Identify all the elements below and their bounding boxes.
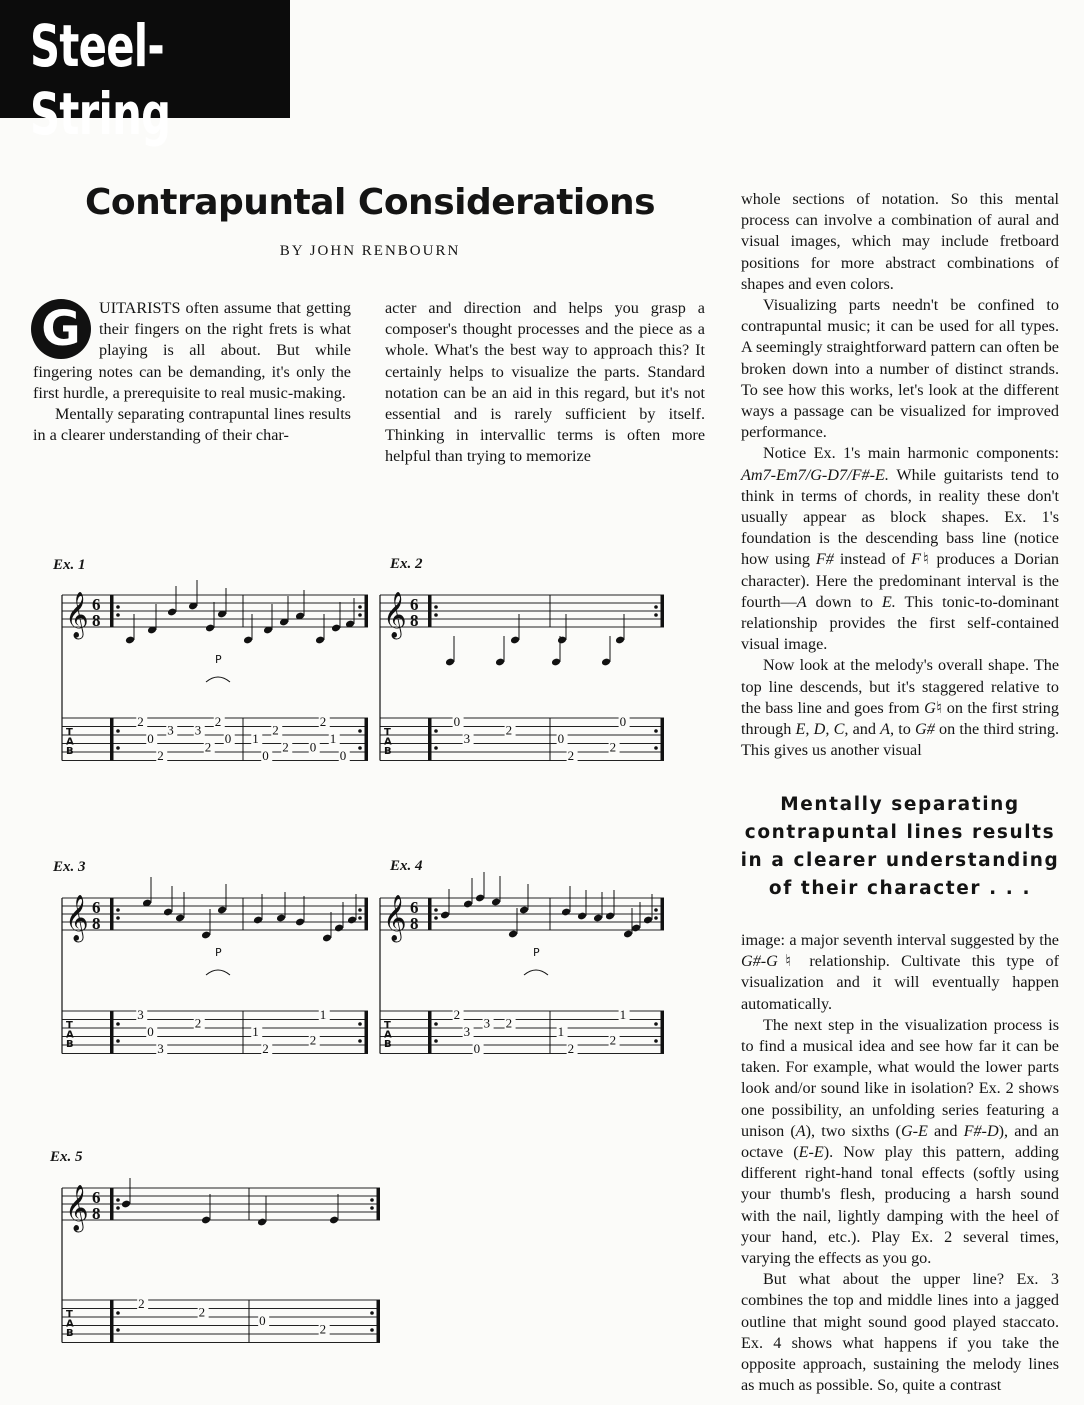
repeat-dot [116,605,120,609]
tab-letter: A [66,1029,74,1041]
time-signature-top: 6 [92,898,101,917]
time-signature-top: 6 [92,1188,101,1207]
repeat-dot [116,1198,120,1202]
tab-letter: B [66,1039,74,1050]
tab-fret-number: 0 [262,748,269,763]
repeat-dot [370,1328,374,1332]
repeat-end-barline [365,1011,369,1054]
repeat-end-barline [365,718,369,761]
repeat-dot [116,746,120,750]
tab-letter: T [384,1020,391,1031]
tab-fret-number: 2 [319,1321,327,1337]
repeat-dot [434,1022,438,1026]
repeat-dot [434,908,438,912]
drop-cap: G [31,299,91,359]
tab-fret-number: 0 [259,1313,266,1328]
tab-fret-number: 2 [262,1041,269,1056]
tab-fret-number: 2 [567,1041,575,1056]
tab-fret-number: 2 [609,1032,617,1048]
tab-fret-number: 2 [609,739,617,755]
tab-fret-number: 2 [214,714,222,729]
repeat-dot [654,1022,658,1026]
tab-fret-number: 2 [319,714,327,729]
repeat-dot [116,1039,120,1043]
repeat-end-barline [661,898,665,930]
tab-letter: B [384,1039,392,1050]
article-title: Contrapuntal Considerations [84,182,656,223]
example-4-label: Ex. 4 [390,858,423,874]
repeat-dot [116,1022,120,1026]
tab-letter: A [384,736,392,748]
repeat-start-barline [110,898,114,930]
tab-fret-number: 2 [282,739,289,755]
repeat-dot [116,1206,120,1210]
repeat-end-barline [377,1300,381,1343]
tab-fret-number: 3 [137,1007,144,1022]
tab-letter: A [66,1318,74,1330]
byline: BY JOHN RENBOURN [279,243,461,259]
tab-fret-number: 0 [619,714,627,729]
repeat-end-barline [661,1011,665,1054]
repeat-dot [358,746,362,750]
column-2: acter and direction and helps you grasp a composer's thought processes and the piece as a whole. What's the best way to approach this? It certainly helps to visualize the parts. Standard notation can be an aid in this regard, but it's not essential and is rarely sufficient by itself. Thinking in intervallic terms is often more helpful than trying to memorize [385,299,705,466]
column-1: G UITARISTS often assume that getting their fingers on the right frets is what playing is all about. But while fingering notes can be demanding, it's only the first hurdle, a prerequisite to real music-making. Mentally separating contrapuntal lines results in a clearer understanding of their char- [33,299,351,445]
repeat-dot [434,729,438,733]
repeat-start-barline [110,1300,114,1343]
tab-fret-number: 2 [204,739,212,755]
tab-fret-number: 0 [147,731,154,746]
tab-letter: T [66,1309,73,1320]
treble-clef-icon: 𝄞 [65,895,89,940]
repeat-start-barline [428,898,432,930]
tab-fret-number: 0 [309,739,317,755]
repeat-end-barline [661,595,665,627]
repeat-dot [358,1022,362,1026]
repeat-dot [116,729,120,733]
tab-fret-number: 2 [505,1015,513,1031]
repeat-dot [116,1311,120,1315]
repeat-start-barline [428,718,432,761]
example-1-label: Ex. 1 [53,557,86,573]
tab-fret-number: 2 [453,1007,461,1022]
tab-letter: A [66,736,74,748]
tab-fret-number: 1 [252,1024,259,1039]
slur [524,970,548,975]
time-signature-bottom: 8 [92,914,101,933]
repeat-dot [654,916,658,920]
example-2-label: Ex. 2 [390,556,423,572]
paragraph-melody: Now look at the melody's overall shape. The top line descends, but it's staggered relative to the bass line and goes from G♮ on the first string through E, D, C, and A, to G# on the third string. This gives us another visual [741,656,1060,760]
tab-fret-number: 1 [329,731,337,746]
tab-fret-number: 2 [157,748,164,763]
treble-clef-icon: 𝄞 [65,1185,89,1230]
tab-fret-number: 3 [463,1024,471,1039]
slur [206,970,230,975]
repeat-dot [358,916,362,920]
repeat-dot [654,746,658,750]
repeat-dot [654,613,658,617]
tab-fret-number: 2 [309,1032,317,1048]
pull-off-label: P [215,946,222,959]
time-signature-bottom: 8 [410,611,419,630]
tab-fret-number: 1 [619,1007,627,1022]
time-signature-bottom: 8 [92,1204,101,1223]
tab-fret-number: 3 [194,722,202,738]
tab-fret-number: 2 [194,1015,202,1031]
repeat-dot [370,1198,374,1202]
repeat-end-barline [377,1188,381,1220]
tab-letter: T [66,727,73,738]
repeat-dot [434,605,438,609]
repeat-dot [116,1328,120,1332]
repeat-end-barline [365,898,369,930]
tab-fret-number: 3 [157,1041,164,1056]
repeat-dot [654,908,658,912]
column-3-bottom: image: a major seventh interval suggested by the G#-G♮ relationship. Cultivate this type of visualization and it will eventually happen automatically. The next step in the visualization process is to find a musical idea and see how far it can be taken. For example, what would the lower parts look and/or sound like in isolation? Ex. 2 shows one possibility, an unfolding series featuring a unison (A), two sixths (G-E and F#-D), and an octave (E-E). Now play this pattern, adding different right-hand tonal effects (softly using your thumb's flesh, producing a harsh sound with the nail, lightly damping with the heel of your hand, etc.). Play Ex. 2 several times, varying the effects as you go. But what about the upper line? Ex. 3 combines the top and middle lines into a jagged outline that might sound good played staccato. Ex. 4 shows what happens if you take the opposite approach, sustaining the melody lines as much as possible. So, quite a contrast [741,931,1060,1395]
pull-off-label: P [215,653,222,666]
treble-clef-icon: 𝄞 [65,592,89,637]
repeat-start-barline [428,595,432,627]
tab-fret-number: 2 [567,748,575,763]
repeat-dot [654,605,658,609]
repeat-start-barline [110,1011,114,1054]
paragraph-harmonic: Notice Ex. 1's main harmonic components: Am7-Em7/G-D7/F#-E. While guitarists tend to think in terms of chords, in reality these don't usually appear as block shapes. Ex. 1's foundation is the descending bass line (notice how using F# instead of F♮ produces a Dorian character). Here the predominant interval is the fourth—A down to E. This tonic-to-dominant relationship provides the first self-contained visual image. [741,444,1060,654]
repeat-dot [434,746,438,750]
repeat-dot [370,1311,374,1315]
tab-letter: T [384,727,391,738]
tab-fret-number: 1 [319,1007,327,1022]
time-signature-bottom: 8 [92,611,101,630]
tab-fret-number: 2 [138,1296,145,1311]
tab-fret-number: 2 [198,1304,206,1320]
tab-fret-number: 0 [473,1041,481,1056]
repeat-dot [434,1039,438,1043]
repeat-dot [358,729,362,733]
tab-fret-number: 1 [252,731,259,746]
tab-letter: B [66,746,74,757]
tab-fret-number: 0 [224,731,232,746]
pull-off-label: P [533,946,540,959]
tab-fret-number: 1 [557,1024,565,1039]
tab-fret-number: 2 [505,722,513,738]
repeat-dot [434,916,438,920]
repeat-start-barline [428,1011,432,1054]
slur [206,677,230,682]
tab-fret-number: 2 [272,722,279,738]
section-tag: Steel-String [0,0,290,118]
treble-clef-icon: 𝄞 [383,592,407,637]
tab-fret-number: 0 [557,731,565,746]
repeat-dot [358,605,362,609]
tab-fret-number: 3 [463,731,471,746]
repeat-dot [654,1039,658,1043]
treble-clef-icon: 𝄞 [383,895,407,940]
time-signature-bottom: 8 [410,914,419,933]
time-signature-top: 6 [92,595,101,614]
example-5-label: Ex. 5 [50,1149,83,1165]
time-signature-top: 6 [410,898,419,917]
repeat-dot [116,613,120,617]
pull-quote: Mentally separating contrapuntal lines results in a clearer understanding of their character . . . [740,794,1060,899]
tab-fret-number: 3 [483,1015,491,1031]
time-signature-top: 6 [410,595,419,614]
repeat-dot [654,729,658,733]
repeat-end-barline [365,595,369,627]
repeat-dot [358,1039,362,1043]
repeat-end-barline [661,718,665,761]
repeat-start-barline [110,718,114,761]
tab-fret-number: 0 [453,714,461,729]
repeat-dot [370,1206,374,1210]
repeat-dot [358,613,362,617]
repeat-start-barline [110,595,114,627]
column-3-top: whole sections of notation. So this mental process can involve a combination of aural and visual images, which may include fretboard positions for more abstract combinations of shapes and even colors. Visualizing parts needn't be confined to contrapuntal music; it can be used for all types. A seemingly straightforward pattern can often be broken down into a number of distinct strands. To see how this works, let's look at the different ways a passage can be visualized for improved performance. Notice Ex. 1's main harmonic components: Am7-Em7/G-D7/F#-E. While guitarists tend to think in terms of chords, in reality these don't usually appear as block shapes. Ex. 1's foundation is the descending bass line (notice how using F# instead of F♮ produces a Dorian character). Here the predominant interval is the fourth—A down to E. This tonic-to-dominant relationship provides the first self-contained visual image. Now look at the melody's overall shape. The top line descends, but it's staggered relative to the bass line and goes from G♮ on the first string through E, D, C, and A, to G# on the third string. This gives us another visual [741,189,1059,761]
tab-letter: A [384,1029,392,1041]
repeat-dot [358,908,362,912]
tab-letter: B [66,1328,74,1339]
tab-letter: T [66,1020,73,1031]
repeat-dot [116,916,120,920]
tab-letter: B [384,746,392,757]
tab-fret-number: 0 [339,748,347,763]
repeat-dot [116,908,120,912]
repeat-start-barline [110,1188,114,1220]
tab-fret-number: 2 [137,714,144,729]
tab-fret-number: 3 [167,722,174,738]
example-3-label: Ex. 3 [53,859,86,875]
tab-fret-number: 0 [147,1024,154,1039]
repeat-dot [434,613,438,617]
